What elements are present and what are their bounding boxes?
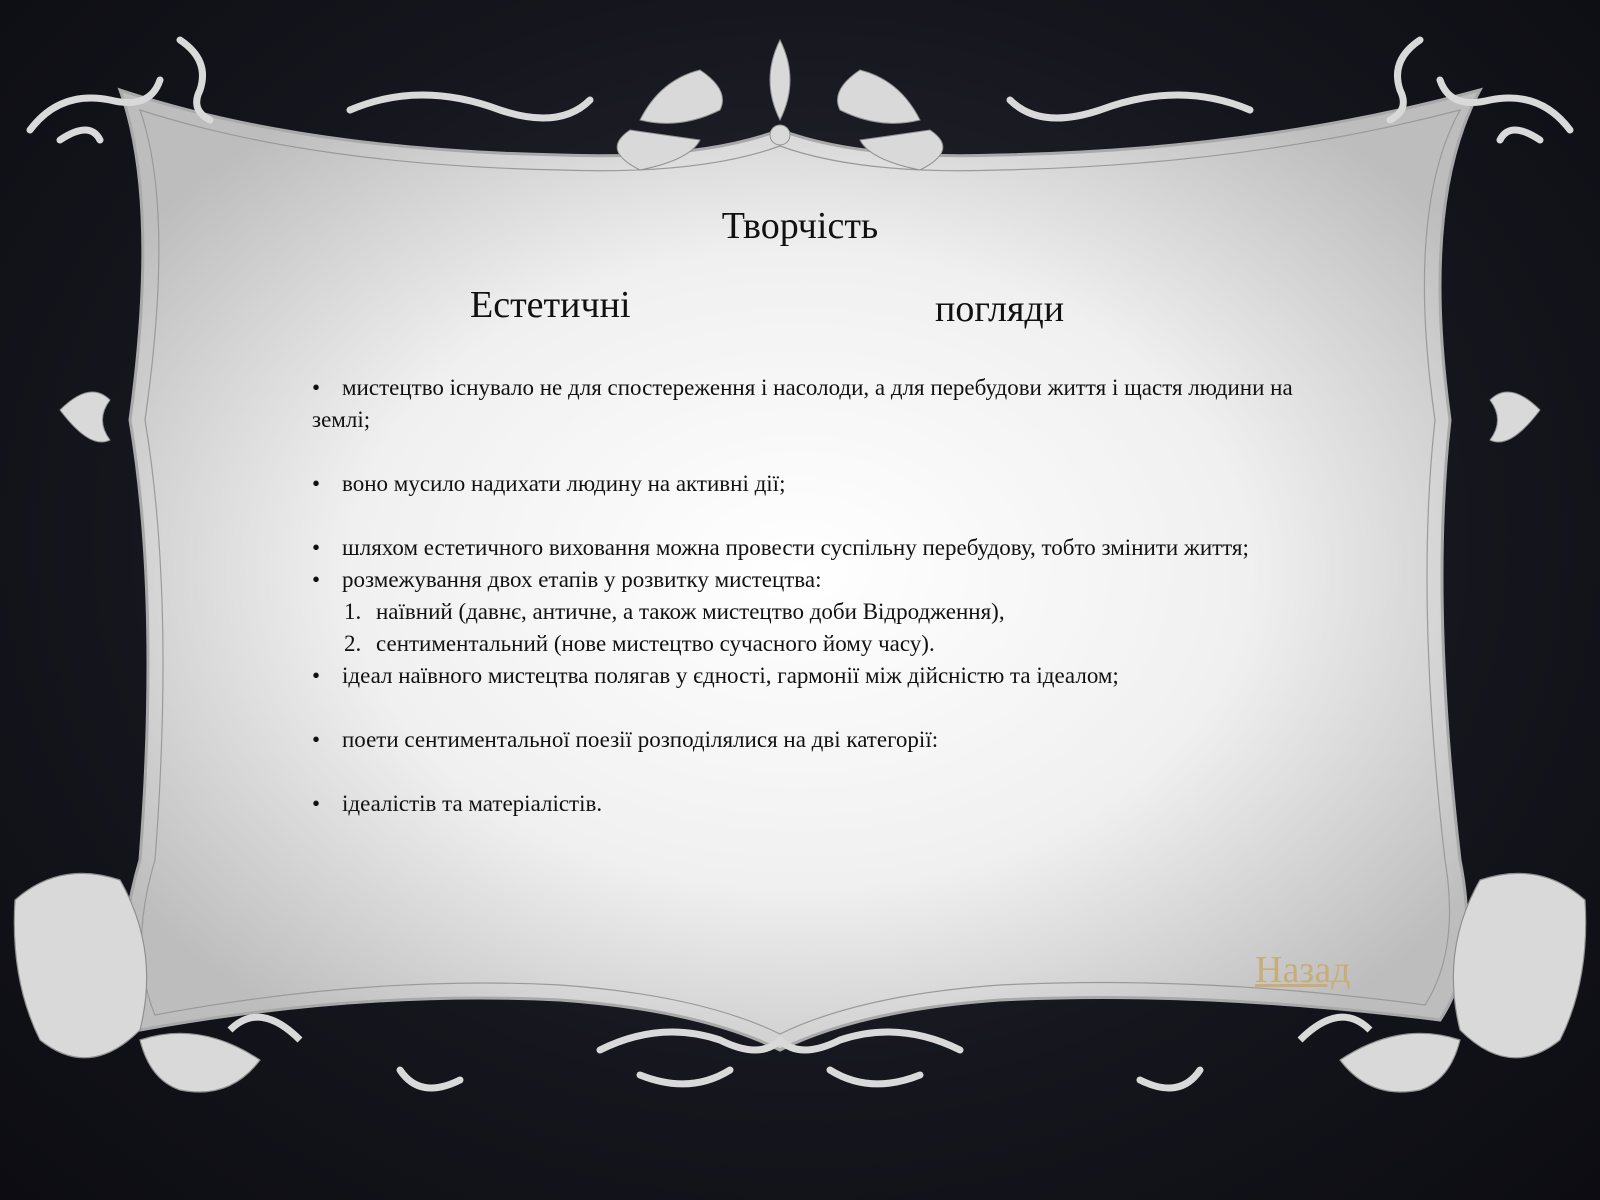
back-link[interactable]: Назад (1255, 949, 1351, 991)
bullet-icon: • (312, 727, 321, 752)
bullet-icon: • (312, 567, 321, 592)
list-item (312, 564, 1302, 596)
numbered-item-text: наївний (давнє, античне, а також мистецтво доби Відродження), (376, 599, 1005, 624)
bullet-list (312, 372, 1302, 820)
numbered-item (312, 628, 1302, 660)
subtitle-left: Естетичні (470, 284, 631, 326)
list-item-text: ідеалістів та матеріалістів. (342, 791, 603, 816)
spacer (312, 500, 1302, 532)
list-item (312, 724, 1302, 756)
list-item-text: мистецтво існувало не для спостереження і насолоди, а для перебудови життя і щастя людини на землі; (312, 375, 1293, 432)
bullet-icon: • (312, 791, 321, 816)
subtitle-right: погляди (935, 288, 1065, 330)
list-item-text: розмежування двох етапів у розвитку мистецтва: (342, 567, 822, 592)
bullet-icon: • (312, 535, 321, 560)
list-item (312, 532, 1302, 564)
numbered-item (312, 596, 1302, 628)
list-item (312, 660, 1302, 692)
slide-title: Творчість (721, 205, 879, 247)
spacer (312, 692, 1302, 724)
number-label: 1. (344, 599, 362, 624)
bullet-icon: • (312, 375, 321, 400)
list-item-text: ідеал наївного мистецтва полягав у єдності, гармонії між дійсністю та ідеалом; (342, 663, 1119, 688)
list-item-text: воно мусило надихати людину на активні дії; (342, 471, 786, 496)
list-item (312, 372, 1302, 436)
list-item (312, 468, 1302, 500)
numbered-item-text: сентиментальний (нове мистецтво сучасного йому часу). (376, 631, 935, 656)
spacer (312, 756, 1302, 788)
list-item-text: шляхом естетичного виховання можна провести суспільну перебудову, тобто змінити життя; (342, 535, 1249, 560)
number-label: 2. (344, 631, 362, 656)
bullet-icon: • (312, 663, 321, 688)
list-item-text: поети сентиментальної поезії розподілялися на дві категорії: (342, 727, 939, 752)
spacer (312, 436, 1302, 468)
list-item (312, 788, 1302, 820)
bullet-icon: • (312, 471, 321, 496)
